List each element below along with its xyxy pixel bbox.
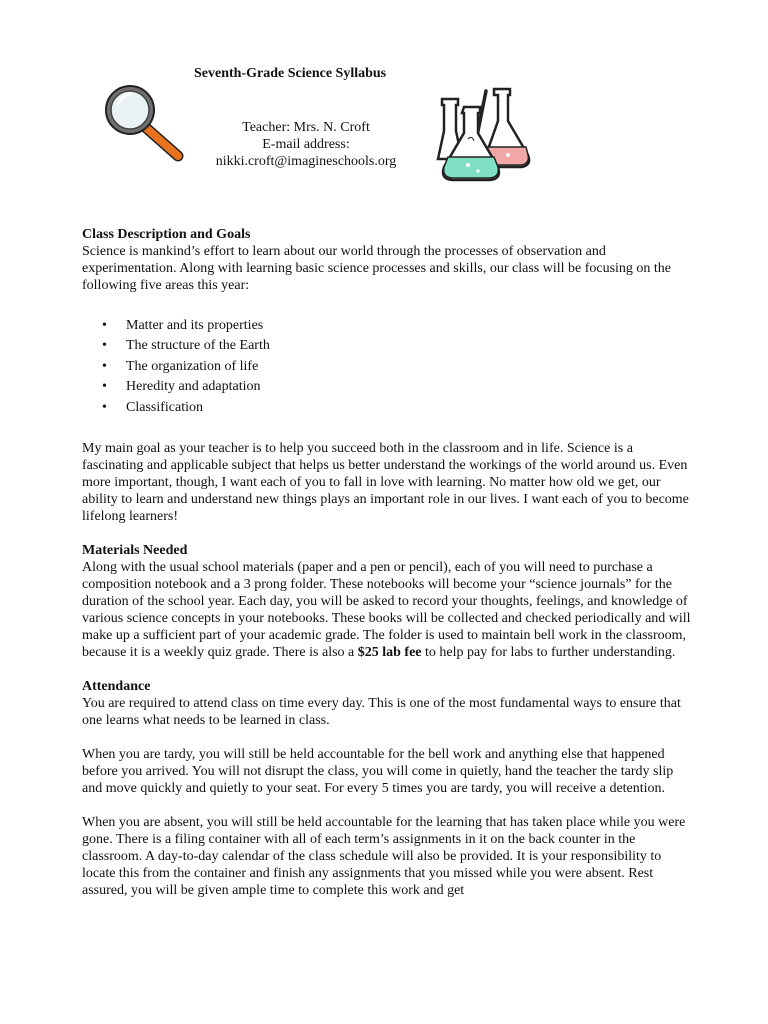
materials-paragraph [82,559,694,661]
list-item: • Heredity and adaptation [82,377,694,397]
syllabus-body [82,226,694,899]
focus-areas-list-wrap [82,294,694,440]
materials-text: Along with the usual school materials (paper and a pen or pencil), each of you will need to purchase a composition notebook and a 3 prong folder. These notebooks will become your “science journals” for the duration of the school year. Each day, you will be asked to record your thoughts, feelings, and knowledge of various science concepts in your notebooks. These books will be collected and checked periodically and will make up a sufficient part of your academic grade. The folder is used to maintain bell work in the classroom, because it is a weekly quiz grade. There is also a [82,560,691,661]
list-item: • Matter and its properties [82,316,694,336]
email-address: nikki.croft@imagineschools.org [215,154,397,169]
goals-intro: Science is mankind’s effort to learn about our world through the processes of observation and experimentation. Along with learning basic science processes and skills, our class will be focusing on the following five areas this year: [82,244,672,293]
teacher-name: Teacher: Mrs. N. Croft [242,120,370,135]
lab-flasks-icon [428,85,538,183]
email-label: E-mail address: [262,137,350,152]
materials-text-end: to help pay for labs to further understanding. [421,645,676,661]
goals-heading: Class Description and Goals [82,227,251,242]
materials-heading: Materials Needed [82,543,188,559]
attendance-paragraph-1: You are required to attend class on time every day. This is one of the most fundamental ways to ensure that one learns what needs to be learned in class. [82,696,681,729]
lab-fee: $25 lab fee [357,645,422,661]
focus-areas-list [82,316,694,418]
attendance-paragraph-3: When you are absent, you will still be held accountable for the learning that has taken place while you were gone. There is a filing container with all of each term’s assignments in it on the back counter in the classroom. A day-to-day calendar of the class schedule will also be provided. It is your responsibility to locate this from the container and finish any assignments that you missed while you were absent. Rest assured, you will be given ample time to complete this work and get [82,815,686,899]
magnifying-glass-icon [100,82,184,164]
attendance-heading: Attendance [82,679,151,695]
main-goal-paragraph: My main goal as your teacher is to help you succeed both in the classroom and in life. Science is a fascinating and applicable subject that helps us better understand the workings of the world around us. Even more important, though, I want each of you to fall in love with learning. No matter how old we get, our ability to learn and understand new things plays an important role in our lives. I want each of you to become lifelong learners! [82,441,689,525]
attendance-paragraph-2: When you are tardy, you will still be held accountable for the bell work and anything else that happened before you arrived. You will not disrupt the class, you will come in quietly, hand the teacher the tardy slip and move quickly and quietly to your seat. For every 5 times you are tardy, you will receive a detention. [82,747,674,797]
list-item: • The structure of the Earth [82,336,694,356]
teacher-info [206,119,406,170]
list-item: • The organization of life [82,357,694,377]
list-item: • Classification [82,398,694,418]
page-title: Seventh-Grade Science Syllabus [194,66,387,81]
